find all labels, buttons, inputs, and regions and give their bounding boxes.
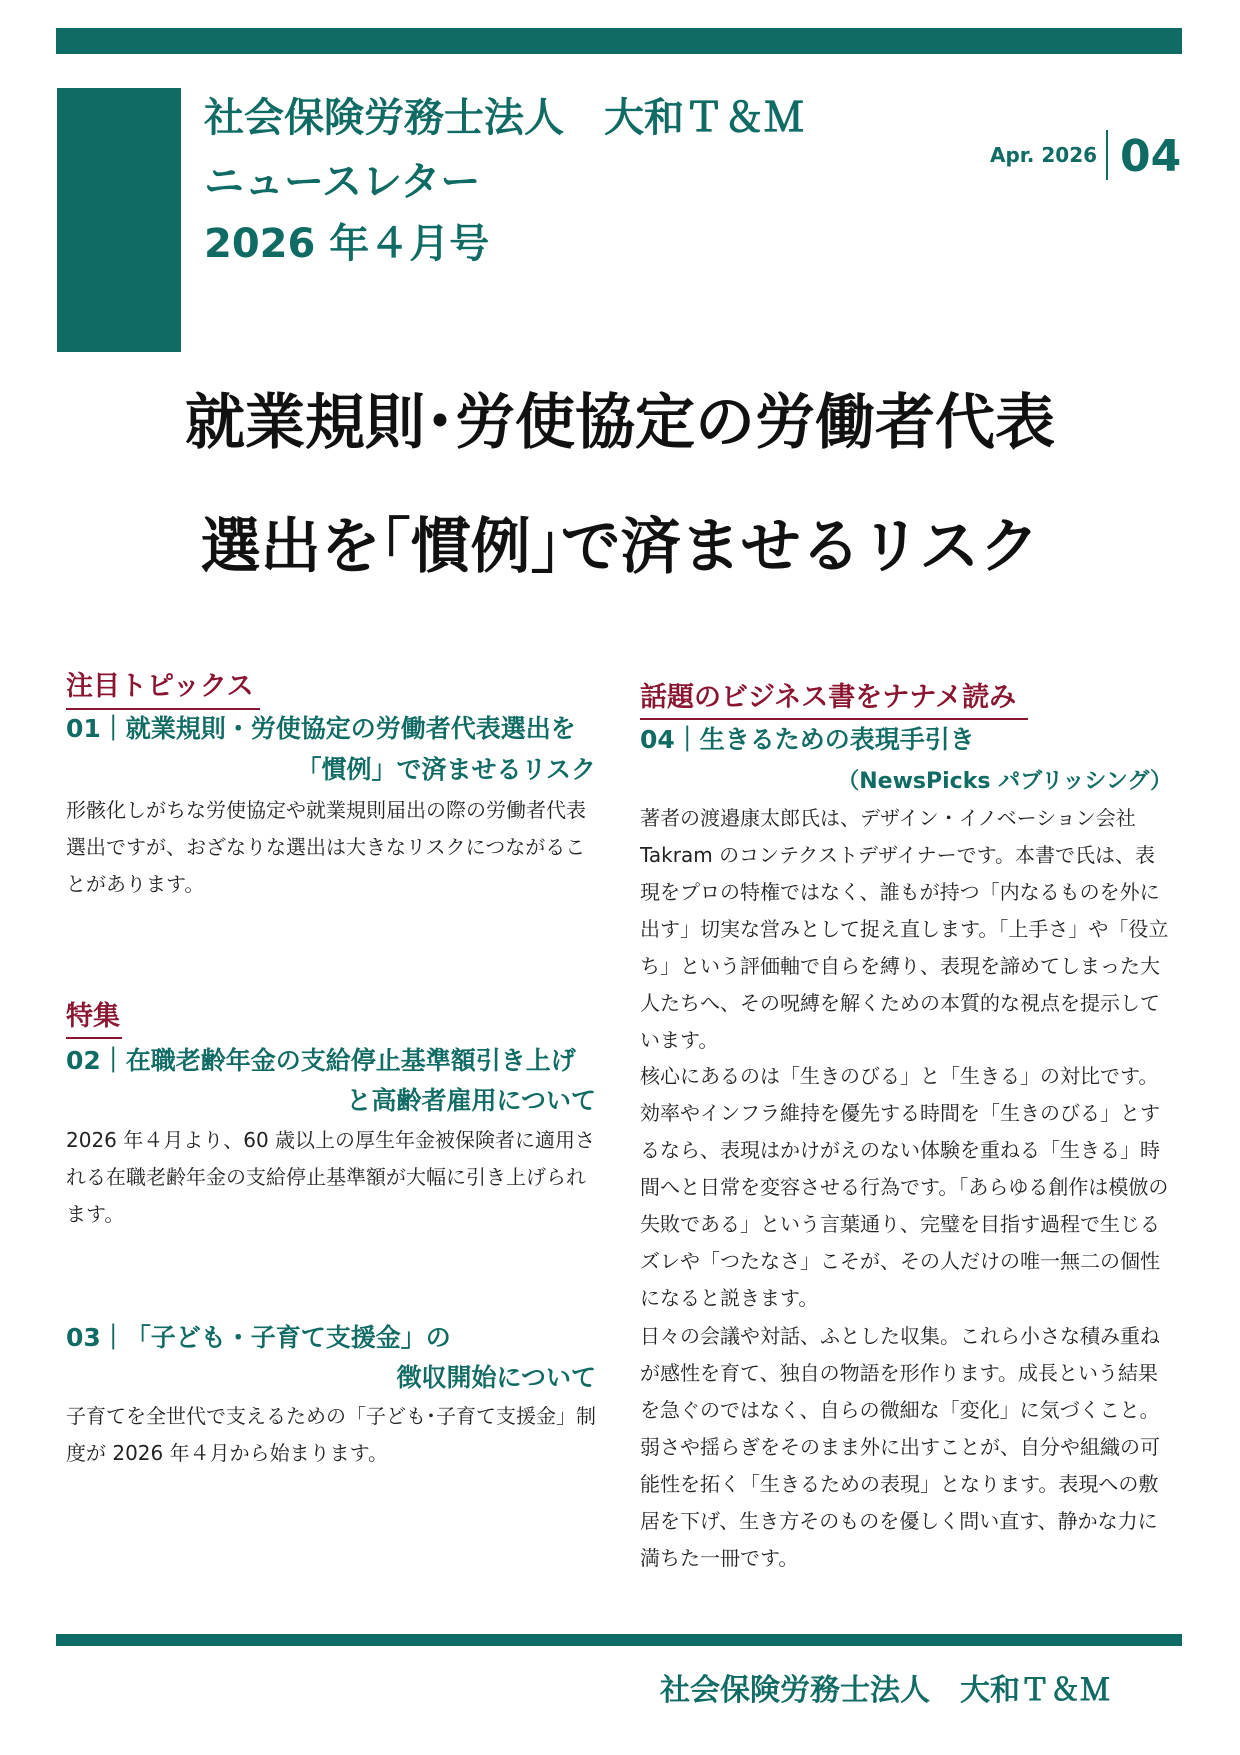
topic-02-line-2: と高齢者雇用について (346, 1086, 596, 1115)
footer-firm-name: 社会保険労務士法人 大和Ｔ＆Ｍ (660, 1673, 1110, 1708)
book-review-paragraph-1: 著者の渡邉康太郎氏は、デザイン・イノベーション会社 Takram のコンテクストデザイナーです。本書で氏は、表現をプロの特権ではなく、誰もが持つ「内なるものを外に出す」切実な営みとして捉え直します。「上手さ」や「役立ち」という評価軸で自らを縛り、表現を諦めてしまった大人たちへ、その呪縛を解くための本質的な視点を提示しています。 (640, 806, 1169, 1052)
book-publisher: （NewsPicks パブリッシング） (837, 769, 1172, 794)
topic-03-summary: 子育てを全世代で支えるための「子ども･子育て支援金」制度が 2026 年４月から始まります。 (66, 1404, 596, 1465)
issue-divider (1106, 130, 1108, 180)
issue-number: 04 (1120, 131, 1182, 182)
topic-03-line-2: 徴収開始について (396, 1363, 596, 1392)
section-label-focus: 注目トピックス (66, 671, 254, 702)
section-underline (640, 718, 1028, 720)
book-review-paragraph-3: 日々の会議や対話、ふとした収集。これら小さな積み重ねが感性を育て、独自の物語を形作ります。成長という結果を急ぐのではなく、自らの微細な「変化」に気づくこと。弱さや揺らぎをそのまま外に出すことが、自分や組織の可能性を拓く「生きるための表現」となります。表現への敷居を下げ、生き方そのものを優しく問い直す、静かな力に満ちた一冊です。 (640, 1324, 1160, 1570)
book-review-paragraph-2: 核心にあるのは「生きのびる」と「生きる」の対比です。効率やインフラ維持を優先する時間を「生きのびる」とするなら、表現はかけがえのない体験を重ねる「生きる」時間へと日常を変容させる行為です。「あらゆる創作は模倣の失敗である」という言葉通り、完璧を目指す過程で生じるズレや「つたなさ」こそが、その人だけの唯一無二の個性になると説きます。 (640, 1064, 1169, 1310)
newsletter-label: ニュースレター (204, 159, 481, 205)
section-label-book: 話題のビジネス書をナナメ読み (640, 682, 1017, 713)
section-underline (66, 708, 260, 710)
header-accent-block (57, 88, 181, 352)
issue-date: Apr. 2026 (990, 143, 1098, 167)
main-title-line-2: 選出を｢慣例｣で済ませるリスク (200, 512, 1040, 582)
topic-02-summary: 2026 年４月より、60 歳以上の厚生年金被保険者に適用される在職老齢年金の支給停止基準額が大幅に引き上げられます。 (66, 1128, 596, 1226)
topic-04-title: 04｜生きるための表現手引き (640, 725, 975, 754)
issue-month: 2026 年４月号 (204, 221, 490, 267)
topic-03-line-1: 03｜「子ども・子育て支援金」の (66, 1323, 451, 1352)
firm-name-heading: 社会保険労務士法人 大和Ｔ＆Ｍ (204, 95, 804, 141)
topic-02-line-1: 02｜在職老齢年金の支給停止基準額引き上げ (66, 1046, 576, 1075)
topic-01-summary: 形骸化しがちな労使協定や就業規則届出の際の労働者代表選出ですが、おざなりな選出は大きなリスクにつながることがあります。 (66, 798, 586, 896)
section-label-feature: 特集 (66, 1001, 120, 1032)
footer-bar (56, 1634, 1182, 1646)
topic-01-line-2: 「慣例」で済ませるリスク (296, 755, 596, 784)
topic-01-line-1: 01｜就業規則・労使協定の労働者代表選出を (66, 714, 576, 743)
main-title-line-1: 就業規則･労使協定の労働者代表 (185, 388, 1055, 458)
top-bar (56, 28, 1182, 54)
section-underline (66, 1037, 122, 1039)
